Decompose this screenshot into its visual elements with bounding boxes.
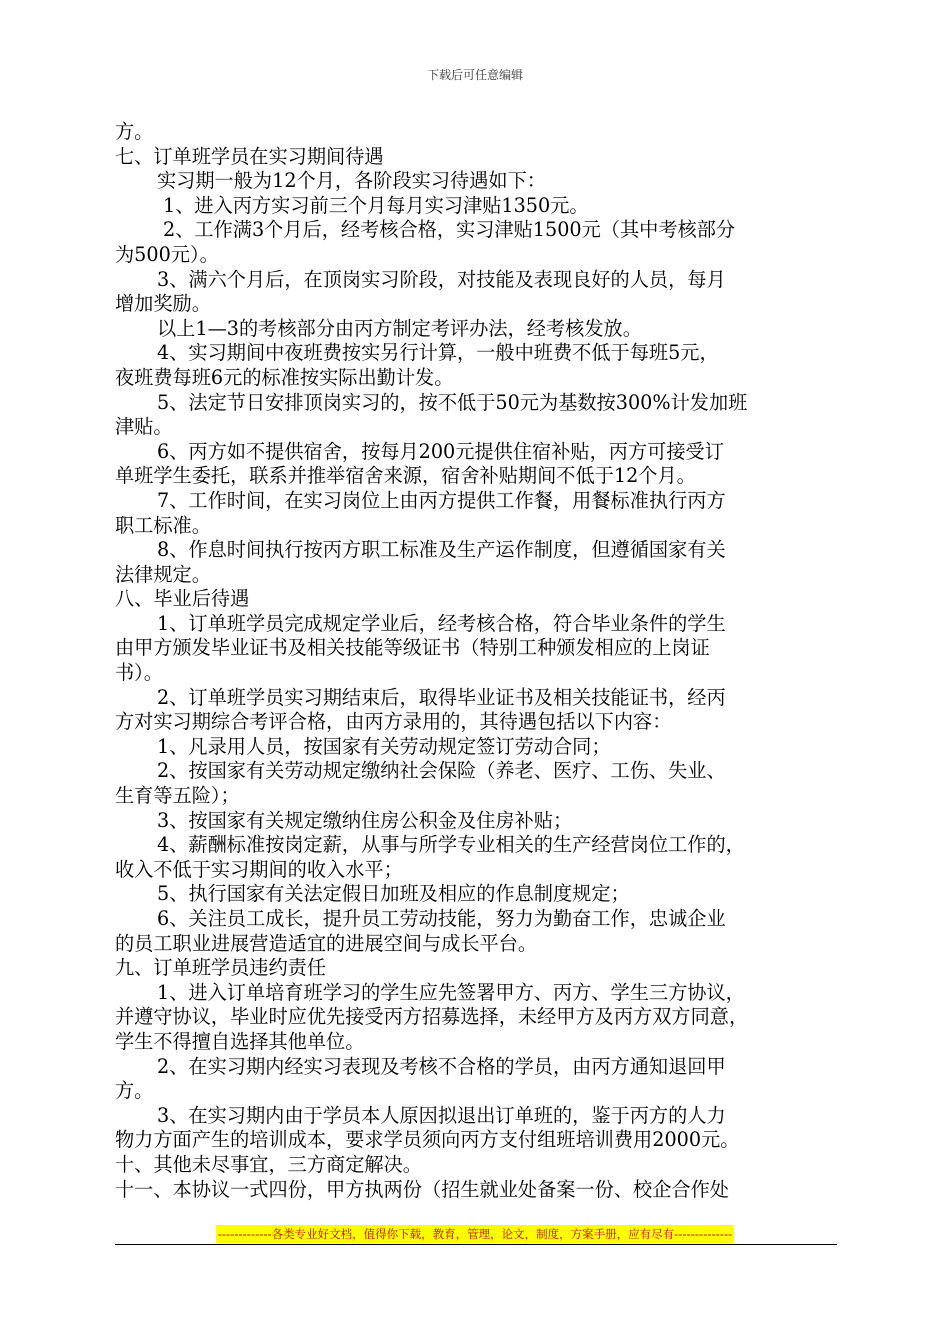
text-line: 1、进入订单培育班学习的学生应先签署甲方、丙方、学生三方协议， bbox=[157, 980, 745, 1004]
text-line: 九、订单班学员违约责任 bbox=[115, 956, 327, 980]
text-line: 单班学生委托，联系并推举宿舍来源，宿舍补贴期间不低于12个月。 bbox=[115, 464, 696, 488]
text-line: 7、工作时间，在实习岗位上由丙方提供工作餐，用餐标准执行丙方 bbox=[157, 488, 726, 512]
text-line: 以上1—3的考核部分由丙方制定考评办法，经考核发放。 bbox=[157, 316, 642, 340]
text-line: 2、订单班学员实习期结束后，取得毕业证书及相关技能证书，经丙 bbox=[157, 685, 726, 709]
text-line: 方。 bbox=[115, 1079, 154, 1103]
text-line: 8、作息时间执行按丙方职工标准及生产运作制度，但遵循国家有关 bbox=[157, 538, 726, 562]
text-line: 法律规定。 bbox=[115, 562, 211, 586]
text-line: 2、工作满3个月后，经考核合格，实习津贴1500元（其中考核部分 bbox=[163, 218, 736, 242]
text-line: 3、满六个月后，在顶岗实习阶段，对技能及表现良好的人员，每月 bbox=[157, 267, 726, 291]
text-line: 5、法定节日安排顶岗实习的，按不低于50元为基数按300%计发加班 bbox=[157, 390, 748, 414]
text-line: 方。 bbox=[115, 120, 154, 143]
text-line: 增加奖励。 bbox=[115, 292, 211, 316]
document-body bbox=[115, 120, 840, 1202]
footer-banner: -------------各类专业好文档，值得你下载，教育，管理，论文，制度，方案手册，应有尽有-------------- bbox=[217, 1227, 733, 1241]
page-footer bbox=[0, 1225, 950, 1243]
text-line: 书）。 bbox=[115, 661, 163, 685]
text-line: 3、按国家有关规定缴纳住房公积金及住房补贴； bbox=[157, 808, 573, 832]
text-line: 4、实习期间中夜班费按实另行计算，一般中班费不低于每班5元， bbox=[157, 341, 719, 365]
text-line: 夜班费每班6元的标准按实际出勤计发。 bbox=[115, 365, 454, 389]
text-line: 4、薪酬标准按岗定薪，从事与所学专业相关的生产经营岗位工作的， bbox=[157, 833, 745, 857]
text-line: 1、凡录用人员，按国家有关劳动规定签订劳动合同； bbox=[157, 734, 611, 758]
text-line: 6、丙方如不提供宿舍，按每月200元提供住宿补贴，丙方可接受订 bbox=[157, 439, 724, 463]
text-line: 方对实习期综合考评合格，由丙方录用的，其待遇包括以下内容： bbox=[115, 710, 672, 734]
footer-rule bbox=[115, 1244, 837, 1245]
text-line: 十、其他未尽事宜，三方商定解决。 bbox=[115, 1152, 422, 1176]
text-line: 物力方面产生的培训成本，要求学员须向丙方支付组班培训费用2000元。 bbox=[115, 1128, 740, 1152]
text-line: 十一、本协议一式四份，甲方执两份（招生就业处备案一份、校企合作处 bbox=[115, 1177, 729, 1201]
text-line: 2、按国家有关劳动规定缴纳社会保险（养老、医疗、工伤、失业、 bbox=[157, 759, 726, 783]
text-line: 并遵守协议，毕业时应优先接受丙方招募选择，未经甲方及丙方双方同意， bbox=[115, 1005, 749, 1029]
text-line: 由甲方颁发毕业证书及相关技能等级证书（特别工种颁发相应的上岗证 bbox=[115, 636, 710, 660]
text-line: 的员工职业进展营造适宜的进展空间与成长平台。 bbox=[115, 931, 538, 955]
text-line: 职工标准。 bbox=[115, 513, 211, 537]
text-line: 1、订单班学员完成规定学业后，经考核合格，符合毕业条件的学生 bbox=[157, 611, 726, 635]
text-line: 2、在实习期内经实习表现及考核不合格的学员，由丙方通知退回甲 bbox=[157, 1054, 726, 1078]
text-line: 6、关注员工成长，提升员工劳动技能，努力为勤奋工作，忠诚企业 bbox=[157, 907, 726, 930]
text-line: 为500元）。 bbox=[115, 242, 219, 266]
text-line: 1、进入丙方实习前三个月每月实习津贴1350元。 bbox=[163, 193, 589, 217]
text-line: 津贴。 bbox=[115, 415, 173, 439]
text-line: 收入不低于实习期间的收入水平； bbox=[115, 857, 403, 881]
text-line: 5、执行国家有关法定假日加班及相应的作息制度规定； bbox=[157, 882, 630, 906]
text-line: 实习期一般为12个月，各阶段实习待遇如下： bbox=[157, 169, 546, 193]
text-line: 生育等五险）； bbox=[115, 784, 240, 808]
text-line: 3、在实习期内由于学员本人原因拟退出订单班的，鉴于丙方的人力 bbox=[157, 1103, 726, 1127]
text-line: 学生不得擅自选择其他单位。 bbox=[115, 1029, 365, 1053]
text-line: 七、订单班学员在实习期间待遇 bbox=[115, 144, 384, 168]
text-line: 八、毕业后待遇 bbox=[115, 587, 250, 611]
page-header: 下载后可任意编辑 bbox=[426, 68, 523, 82]
